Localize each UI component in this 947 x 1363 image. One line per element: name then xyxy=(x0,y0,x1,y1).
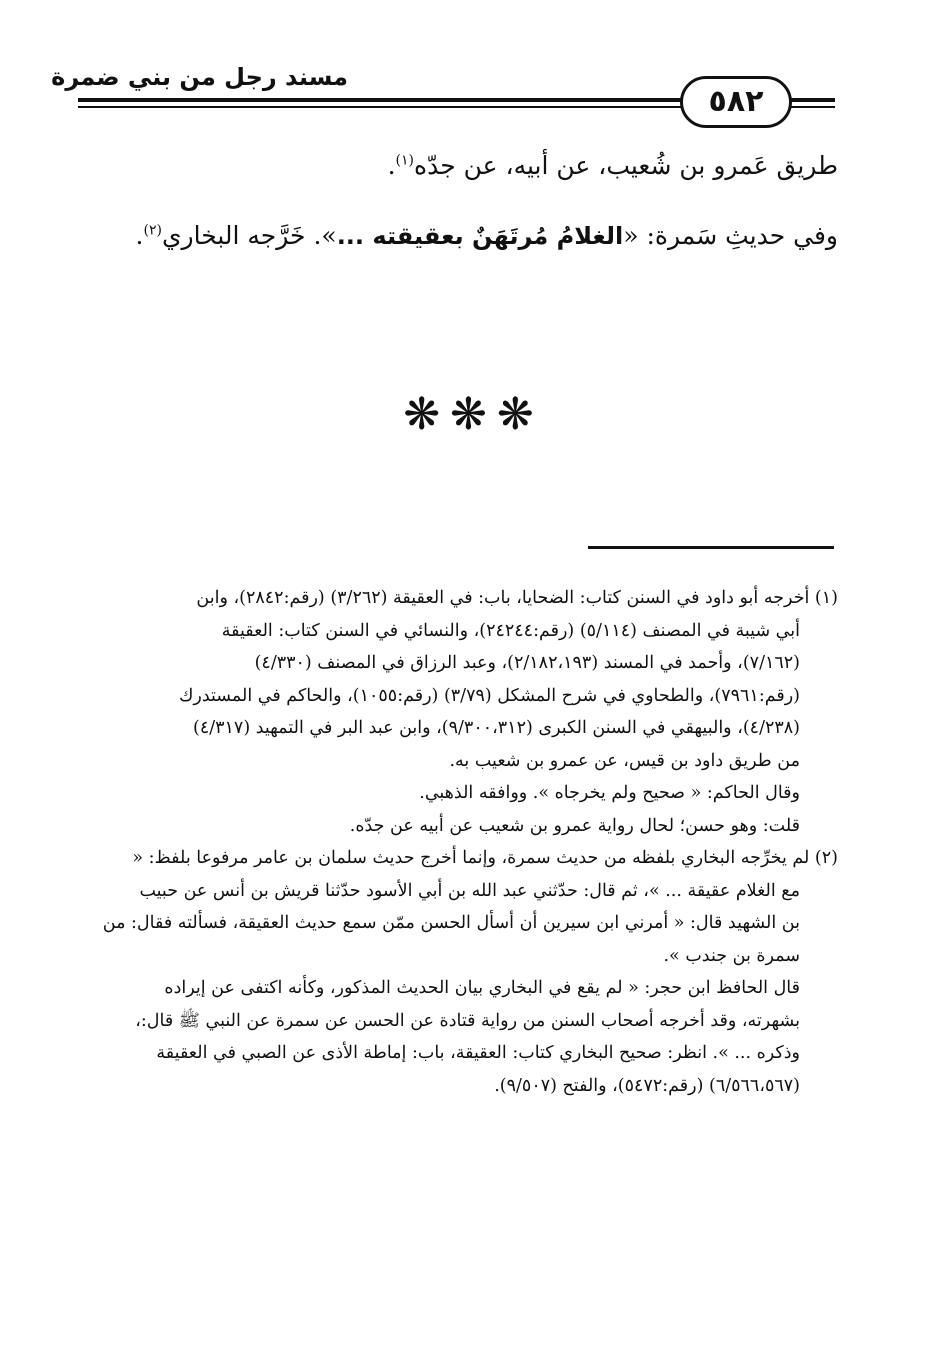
footnote-ref-2: (٢) xyxy=(143,222,162,239)
hadith-quote: الغلامُ مُرتَهَنٌ بعقيقته ... xyxy=(336,222,624,250)
footnote-line: (١) أخرجه أبو داود في السنن كتاب: الضحايا، باب: في العقيقة (٣/٢٦٢) (رقم:٢٨٤٢)، وابن xyxy=(196,588,838,608)
footnote-line: قلت: وهو حسن؛ لحال رواية عمرو بن شعيب عن أبيه عن جدّه. xyxy=(349,815,800,836)
main-text-1: طريق عَمرو بن شُعيب، عن أبيه، عن جدّه xyxy=(413,151,838,180)
footnote-line: من طريق داود بن قيس، عن عمرو بن شعيب به. xyxy=(449,750,800,771)
header-rule-right-thick xyxy=(790,98,835,102)
footnote-line: (٦/٥٦٦،٥٦٧) (رقم:٥٤٧٢)، والفتح (٩/٥٠٧). xyxy=(494,1075,800,1096)
footnote-divider xyxy=(588,546,834,549)
main-text-line-2 xyxy=(70,216,838,256)
footnote-line: وذكره ... ». انظر: صحيح البخاري كتاب: العقيقة، باب: إماطة الأذى عن الصبي في العقيقة xyxy=(156,1043,800,1063)
main-text-line-1 xyxy=(70,146,838,186)
page-number: ٥٨٢ xyxy=(680,76,792,128)
running-header-title: مسند رجل من بني ضمرة xyxy=(51,63,348,91)
footnotes xyxy=(74,582,838,1102)
footnote-line: سمرة بن جندب ». xyxy=(663,945,800,966)
main-text-2b: ». خَرَّجه البخاري xyxy=(161,221,337,250)
main-text-2a: وفي حديثِ سَمرة: « xyxy=(623,221,838,250)
header-rule-right-thin xyxy=(790,106,835,108)
footnote-ref-1: (١) xyxy=(395,152,414,169)
period: . xyxy=(387,151,396,180)
footnote-line: (رقم:٧٩٦١)، والطحاوي في شرح المشكل (٣/٧٩) (رقم:١٠٥٥)، والحاكم في المستدرك xyxy=(178,685,800,706)
footnote-line: (٤/٢٣٨)، والبيهقي في السنن الكبرى (٩/٣٠٠،٣١٢)، وابن عبد البر في التمهيد (٤/٣١٧) xyxy=(193,718,800,738)
period: . xyxy=(135,221,144,250)
section-separator-stars: ❋❋❋ xyxy=(403,389,544,440)
footnote-line: أبي شيبة في المصنف (٥/١١٤) (رقم:٢٤٢٤٤)، والنسائي في السنن كتاب: العقيقة xyxy=(221,620,800,641)
footnote-line: بن الشهيد قال: « أمرني ابن سيرين أن أسأل الحسن ممّن سمع حديث العقيقة، فسألته فقال: من xyxy=(102,913,800,933)
footnote-line: (٢) لم يخرِّجه البخاري بلفظه من حديث سمرة، وإنما أخرج حديث سلمان بن عامر مرفوعا بلفظ: « xyxy=(132,848,838,868)
header-rule-thin xyxy=(78,106,683,108)
footnote-line: وقال الحاكم: « صحيح ولم يخرجاه ». ووافقه الذهبي. xyxy=(419,783,800,803)
footnote-line: مع الغلام عقيقة ... »، ثم قال: حدّثني عبد الله بن أبي الأسود حدّثنا قريش بن أنس عن حبيب xyxy=(139,880,800,901)
footnote-line: بشهرته، وقد أخرجه أصحاب السنن من رواية قتادة عن الحسن عن سمرة عن النبي ﷺ قال:، xyxy=(135,1010,800,1031)
header-rule-thick xyxy=(78,98,683,102)
footnote-line: قال الحافظ ابن حجر: « لم يقع في البخاري بيان الحديث المذكور، وكأنه اكتفى عن إيراده xyxy=(164,978,800,998)
footnote-line: (٧/١٦٢)، وأحمد في المسند (٢/١٨٢،١٩٣)، وعبد الرزاق في المصنف (٤/٣٣٠) xyxy=(254,653,800,673)
